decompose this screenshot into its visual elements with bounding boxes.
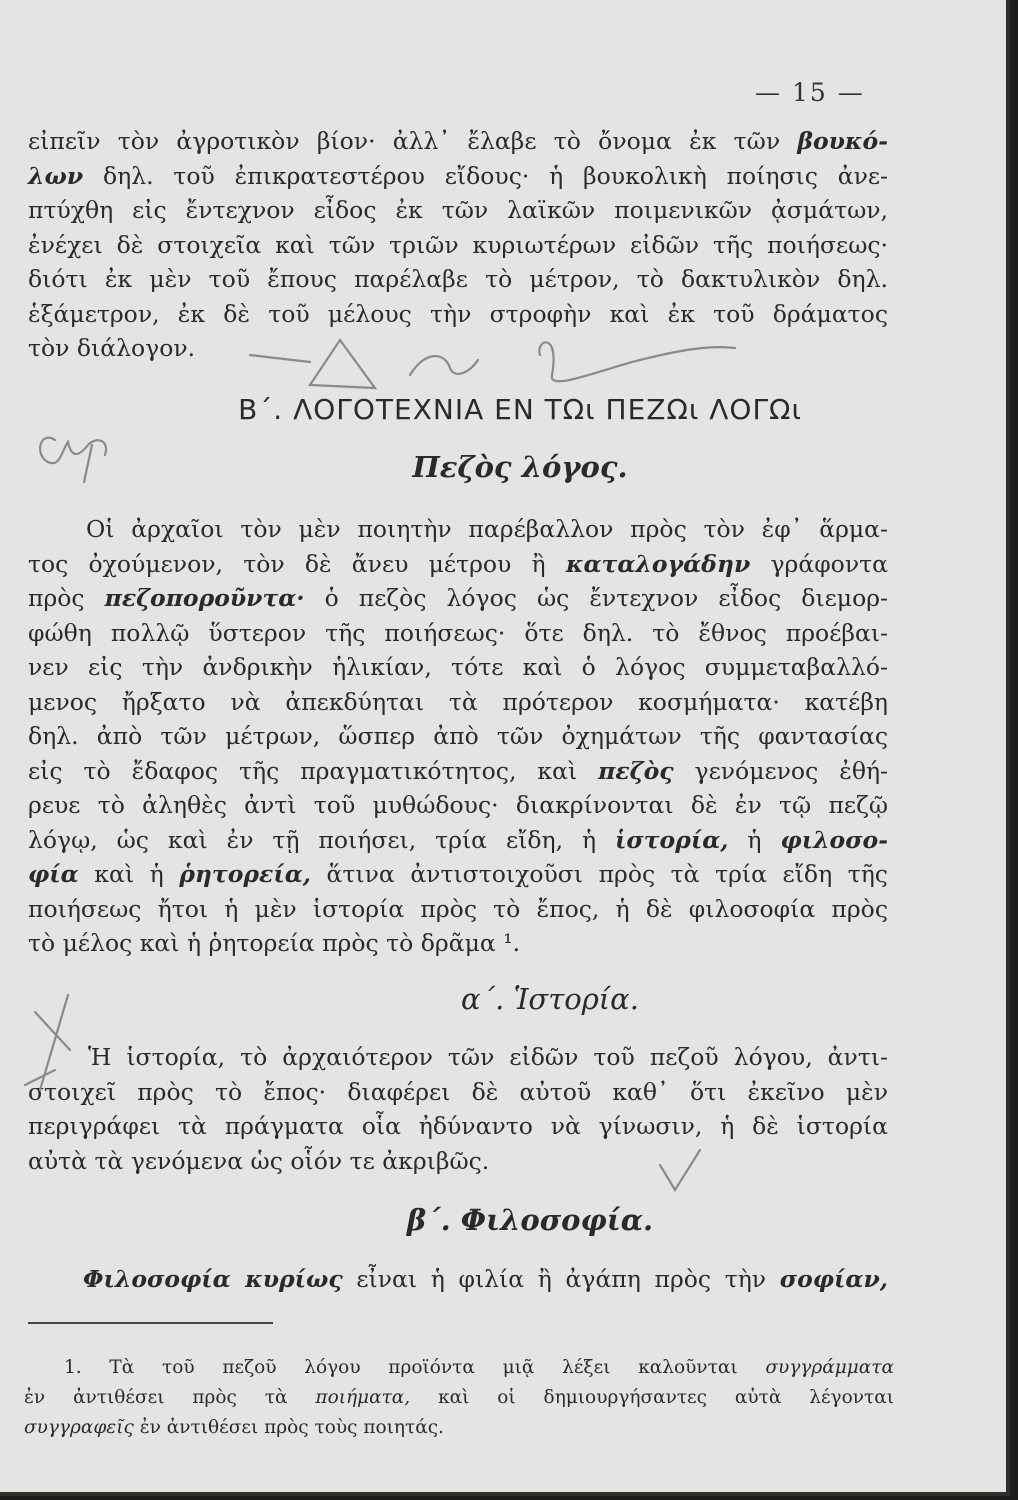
- heading-philosophy: β΄. Φιλοσοφία.: [406, 1203, 654, 1237]
- text-line: τὸν διάλογον.: [28, 334, 196, 362]
- text-line: ποιήσεως ἤτοι ἡ μὲν ἱστορία πρὸς τὸ ἔπος, ἡ δὲ φιλοσοφία πρὸς: [28, 894, 888, 923]
- heading-history: α΄. Ἱστορία.: [461, 982, 639, 1016]
- text-line: 1. Τὰ τοῦ πεζοῦ λόγου προϊόντα μιᾷ λέξει καλοῦνται συγγράμματα: [64, 1357, 894, 1378]
- text-line: διότι ἐκ μὲν τοῦ ἔπους παρέλαβε τὸ μέτρον, τὸ δακτυλικὸν δηλ.: [28, 265, 888, 293]
- page-number: — 15 —: [755, 78, 865, 107]
- text-line: ἐνέχει δὲ στοιχεῖα καὶ τῶν τριῶν κυριωτέρων εἰδῶν τῆς ποιήσεως·: [28, 230, 888, 259]
- section-heading: Β΄. ΛΟΓΟΤΕΧΝΙΑ ΕΝ ΤΩι ΠΕΖΩι ΛΟΓΩι: [238, 393, 802, 426]
- text-line: αὐτὰ τὰ γενόμενα ὡς οἷόν τε ἀκριβῶς.: [28, 1146, 490, 1175]
- text-line: μενος ἤρξατο νὰ ἀπεκδύηται τὰ πρότερον κοσμήματα· κατέβη: [28, 687, 888, 716]
- text-line: Ἡ ἱστορία, τὸ ἀρχαιότερον τῶν εἰδῶν τοῦ πεζοῦ λόγου, ἀντι-: [88, 1043, 888, 1071]
- text-line: τος ὀχούμενον, τὸν δὲ ἄνευ μέτρου ἢ καταλογάδην γράφοντα: [28, 549, 888, 578]
- pencil-stroke: [84, 445, 92, 482]
- text-line: στοιχεῖ πρὸς τὸ ἔπος· διαφέρει δὲ αὐτοῦ καθ᾽ ὅτι ἐκεῖνο μὲν: [28, 1077, 888, 1106]
- text-line: εἰπεῖν τὸν ἀγροτικὸν βίον· ἀλλ᾽ ἔλαβε τὸ ὄνομα ἐκ τῶν βουκό-: [28, 127, 888, 155]
- text-line: φία καὶ ἡ ῥητορεία, ἅτινα ἀντιστοιχοῦσι πρὸς τὰ τρία εἴδη τῆς: [28, 860, 888, 888]
- text-line: Οἱ ἀρχαῖοι τὸν μὲν ποιητὴν παρέβαλλον πρὸς τὸν ἐφ᾽ ἅρμα-: [86, 515, 888, 543]
- pencil-stroke: [40, 438, 106, 464]
- pencil-stroke: [660, 1150, 700, 1190]
- pencil-stroke: [310, 340, 375, 388]
- text-line: δηλ. ἀπὸ τῶν μέτρων, ὥσπερ ἀπὸ τῶν ὀχημάτων τῆς φαντασίας: [28, 722, 888, 750]
- pencil-stroke: [410, 356, 478, 375]
- pencil-stroke: [25, 1070, 55, 1085]
- text-line: περιγράφει τὰ πράγματα οἷα ἠδύναντο νὰ γίνωσιν, ἡ δὲ ἱστορία: [28, 1112, 888, 1140]
- text-line: πρὸς πεζοποροῦντα· ὁ πεζὸς λόγος ὡς ἔντεχνον εἶδος διεμορ-: [28, 584, 888, 612]
- text-line: ἐν ἀντιθέσει πρὸς τὰ ποιήματα, καὶ οἱ δημιουργήσαντες αὐτὰ λέγονται: [24, 1387, 894, 1408]
- text-line: τὸ μέλος καὶ ἡ ῥητορεία πρὸς τὸ δρᾶμα ¹.: [28, 929, 521, 957]
- text-line: εἰς τὸ ἔδαφος τῆς πραγματικότητος, καὶ πεζὸς γενόμενος ἐθή-: [28, 756, 888, 785]
- text-line: πτύχθη εἰς ἔντεχνον εἶδος ἐκ τῶν λαϊκῶν ποιμενικῶν ᾀσμάτων,: [28, 196, 888, 224]
- pencil-stroke: [250, 355, 310, 362]
- text-line: Φιλοσοφία κυρίως εἶναι ἡ φιλία ἢ ἀγάπη πρὸς τὴν σοφίαν,: [83, 1265, 888, 1293]
- text-line: λων δηλ. τοῦ ἐπικρατεστέρου εἴδους· ἡ βουκολικὴ ποίησις ἀνε-: [28, 161, 888, 190]
- pencil-stroke: [539, 342, 735, 381]
- text-line: ρευε τὸ ἀληθὲς ἀντὶ τοῦ μυθώδους· διακρίνονται δὲ ἐν τῷ πεζῷ: [28, 791, 888, 819]
- text-line: ἑξάμετρον, ἐκ δὲ τοῦ μέλους τὴν στροφὴν καὶ ἐκ τοῦ δράματος: [28, 299, 888, 328]
- text-line: νεν εἰς τὴν ἀνδρικὴν ἡλικίαν, τότε καὶ ὁ λόγος συμμεταβαλλό-: [28, 653, 888, 681]
- text-line: φώθη πολλῷ ὕστερον τῆς ποιήσεως· ὅτε δηλ. τὸ ἔθνος προέβαι-: [28, 618, 888, 647]
- text-line: λόγῳ, ὡς καὶ ἐν τῇ ποιήσει, τρία εἴδη, ἡ ἱστορία, ἡ φιλοσο-: [28, 825, 888, 854]
- text-line: συγγραφεῖς ἐν ἀντιθέσει πρὸς τοὺς ποιητάς.: [24, 1417, 444, 1438]
- sub-heading: Πεζὸς λόγος.: [412, 450, 628, 484]
